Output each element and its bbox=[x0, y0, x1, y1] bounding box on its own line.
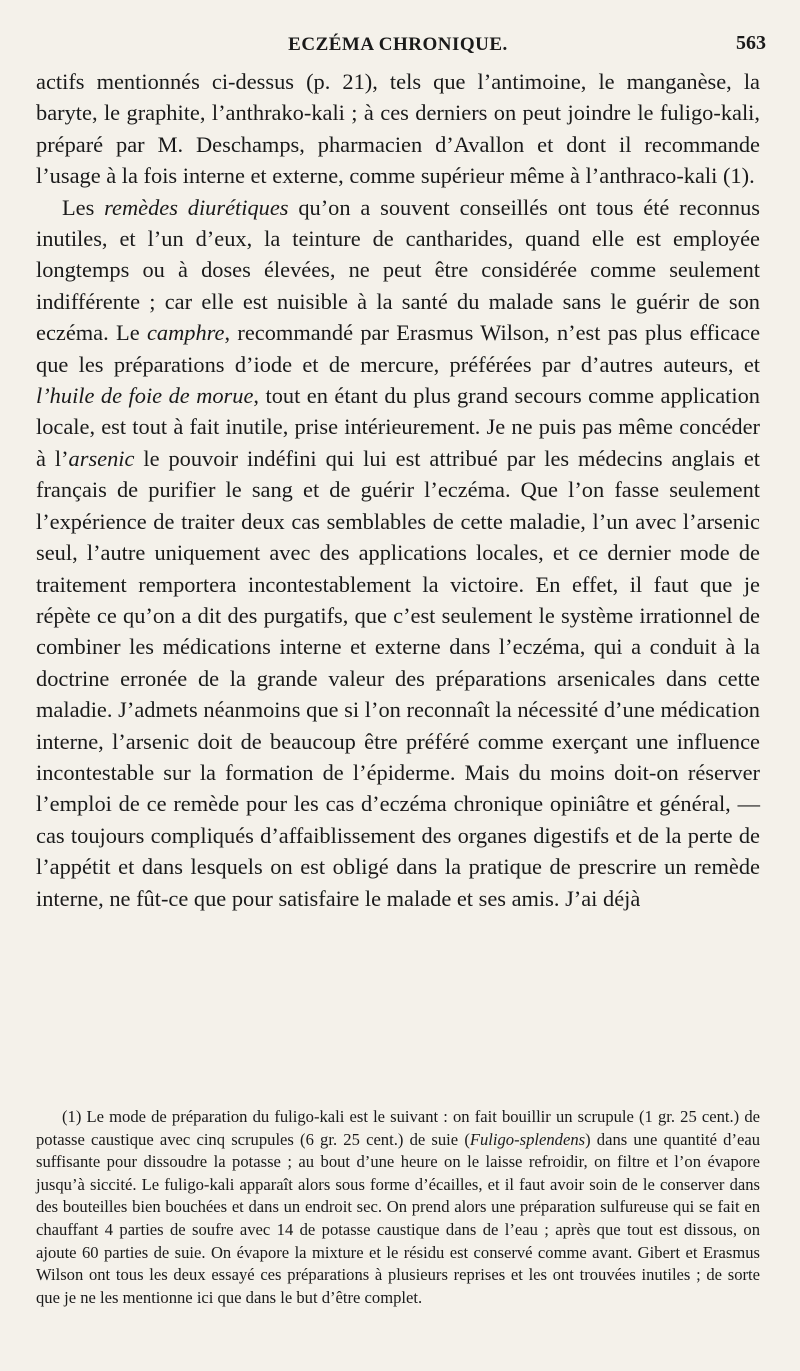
text-run: qu’on a souvent conseillés ont tous été reconnus inutiles, et l’un d’eux, la teinture de cantharides, quand elle est employée longtemps ou à doses élevées, ne peut être considérée comme seulement indifférente ; car elle est nuisible à la santé du malade sans le guérir de son eczéma. Le bbox=[36, 194, 761, 346]
main-text bbox=[36, 66, 760, 914]
text-run: Les bbox=[62, 194, 105, 220]
italic-term: l’huile de foie de morue bbox=[36, 383, 254, 409]
running-title: ECZÉMA CHRONIQUE. bbox=[288, 34, 508, 55]
text-run: le pouvoir indéfini qui lui est attribué par les médecins anglais et français de purifier le sang et de guérir l’eczéma. Que l’on fasse seulement l’expérience de traiter deux cas semblables de cette maladie, l’un avec l’arsenic seul, l’autre uniquement avec des applications locales, et ce dernier mode de traitement remportera incontestablement la victoire. En effet, il faut que je répète ce qu’on a dit des purgatifs, que c’est seulement le système irrationnel de combiner les médications interne et externe dans l’eczéma, qui a conduit à la doctrine erronée de la grande valeur des préparations arsenicales dans cette maladie. J’admets néanmoins que si l’on reconnaît la nécessité d’une médication interne, l’arsenic doit de beaucoup être préféré comme exerçant une influence incontestable sur la formation de l’épiderme. Mais du moins doit-on réserver l’emploi de ce remède pour les cas d’eczéma chronique opiniâtre et général, — cas toujours compliqués d’affaiblissement des organes digestifs et de la perte de l’appétit et dans lesquels on est obligé dans la pratique de prescrire un remède interne, ne fût-ce que pour satisfaire le malade et ses amis. J’ai déjà bbox=[36, 445, 760, 911]
page-header bbox=[36, 28, 766, 62]
text-run: ) dans une quantité d’eau suffisante pour dissoudre la potasse ; au bout d’une heure on le laisse refroidir, on filtre et l’on évapore jusqu’à siccité. Le fuligo-kali apparaît alors sous forme d’écailles, et il faut avoir soin de le conserver dans des bouteilles bien bouchées et dans un endroit sec. On prend alors une préparation sulfureuse qui se fait en chauffant 4 parties de soufre avec 14 de potasse caustique dans de l’eau ; après que tout est dissous, on ajoute 60 parties de suie. On évapore la mixture et le résidu est conservé comme avant. Gibert et Erasmus Wilson ont tous les deux essayé ces préparations à plusieurs reprises et les ont trouvées inutiles ; de sorte que je ne les mentionne ici que dans le but d’être complet. bbox=[36, 1129, 761, 1307]
paragraph-2 bbox=[36, 192, 760, 914]
italic-term: camphre bbox=[146, 320, 225, 346]
page-number: 563 bbox=[736, 32, 766, 54]
italic-term: remèdes diurétiques bbox=[104, 194, 289, 220]
text-run: , tout en étant du plus grand secours comme application locale, est tout à fait inutile, prise intérieurement. Je ne puis pas même concéder à l’ bbox=[36, 383, 760, 471]
italic-term: Fuligo-splendens bbox=[469, 1129, 586, 1149]
text-run: , recommandé par Erasmus Wilson, n’est pas plus efficace que les préparations d’iode et de mercure, préférées par d’autres auteurs, et bbox=[36, 320, 761, 377]
italic-term: arsenic bbox=[68, 445, 135, 471]
text-run: (1) Le mode de préparation du fuligo-kali est le suivant : on fait bouillir un scrupule (1 gr. 25 cent.) de potasse caustique avec cinq scrupules (6 gr. 25 cent.) de suie ( bbox=[36, 1107, 760, 1149]
footnote-1 bbox=[36, 1106, 760, 1309]
paragraph-1 bbox=[36, 66, 760, 192]
footnote-section bbox=[36, 1106, 760, 1309]
text-run: actifs mentionnés ci-dessus (p. 21), tels que l’antimoine, le manganèse, la baryte, le graphite, l’anthrako-kali ; à ces derniers on peut joindre le fuligo-kali, préparé par M. Deschamps, pharmacien d’Avallon et dont il recommande l’usage à la fois interne et externe, comme supérieur même à l’anthraco-kali (1). bbox=[36, 69, 760, 189]
